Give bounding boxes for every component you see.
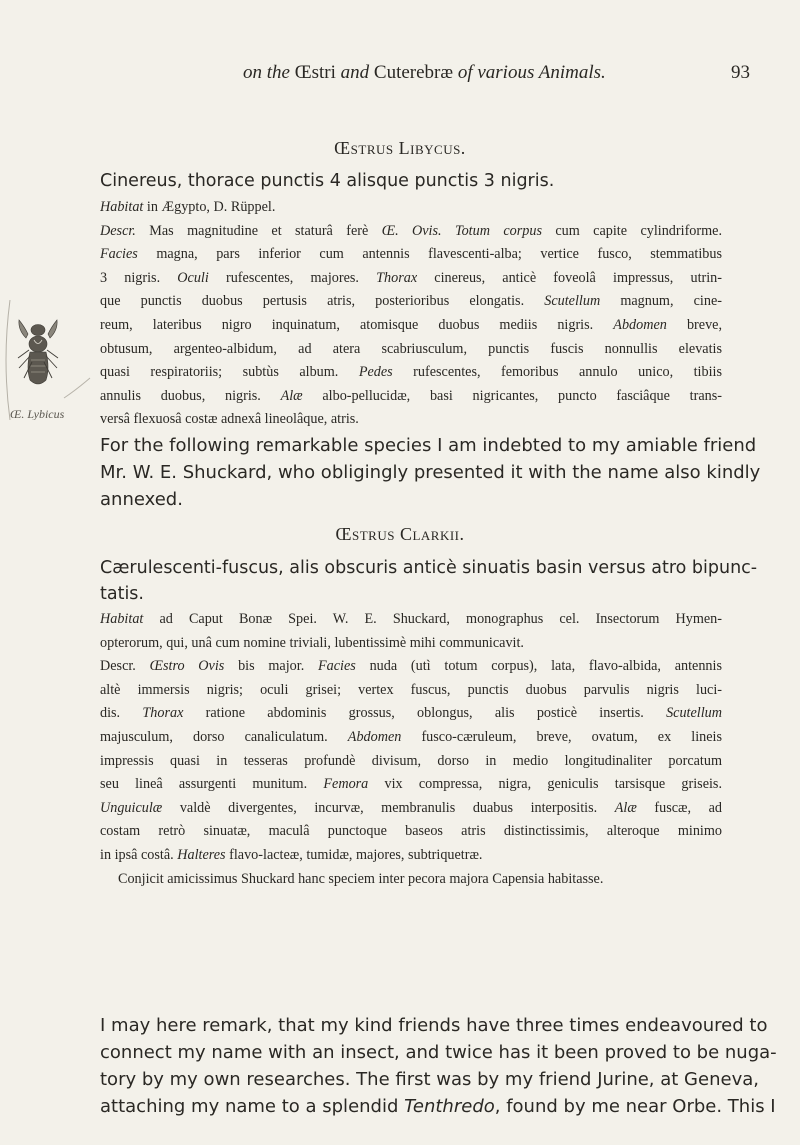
text-line [100, 844, 722, 868]
term: Alæ [280, 387, 303, 404]
term: Unguiculæ [100, 799, 163, 816]
term: Abdomen [613, 316, 667, 333]
title-part: Cuterebræ [373, 62, 454, 83]
term: Scutellum [544, 293, 601, 310]
text-line [100, 196, 722, 220]
text: cinereus, anticè foveolâ impressus, utrin- [417, 269, 722, 286]
text: bis major. [224, 658, 318, 675]
insect-figure [4, 300, 94, 420]
text-line [100, 243, 722, 267]
text: magnum, cine- [600, 293, 722, 310]
text-line [100, 1093, 776, 1120]
term: Pedes [358, 364, 393, 381]
text: que punctis duobus pertusis atris, posterioribus elongatis. [100, 293, 545, 310]
text-line [100, 408, 722, 432]
text: opterorum, qui, unâ cum nomine triviali, lubentissimè mihi communicavit. [100, 634, 524, 651]
text-line [100, 750, 722, 774]
text-line [100, 1012, 768, 1039]
text-line [100, 385, 722, 409]
term: Œ. Ovis. [381, 222, 442, 239]
text: reum, lateribus nigro inquinatum, atomisque duobus mediis nigris. [100, 316, 614, 333]
term: Totum corpus [454, 222, 542, 239]
text-line [100, 220, 722, 244]
page-number: 93 [731, 62, 750, 83]
running-header [0, 62, 800, 92]
text-line [100, 773, 722, 797]
text: Conjicit amicissimus Shuckard hanc speciem inter pecora majora Capensia habitasse. [118, 870, 604, 887]
text: majusculum, dorso canaliculatum. [100, 728, 348, 745]
diagnosis-libycus [100, 168, 722, 194]
text: seu lineâ assurgenti munitum. [100, 776, 324, 793]
description-libycus [100, 196, 722, 432]
diagnosis-line: Cinereus, thorace punctis 4 alisque punctis 3 nigris. [100, 171, 555, 191]
text: versâ flexuosâ costæ adnexâ lineolâque, atris. [100, 411, 359, 428]
term: Thorax [376, 269, 418, 286]
text: fuscæ, ad [636, 799, 722, 816]
text: connect my name with an insect, and twice has it been proved to be nuga- [100, 1042, 777, 1063]
diagnosis-line: tatis. [100, 584, 144, 604]
text: obtusum, argenteo-albidum, ad atera scabriusculum, punctis fuscis nonnullis elevatis [100, 340, 722, 357]
text: magna, pars inferior cum antennis flavescenti-alba; vertice fusco, stemmatibus [137, 246, 722, 263]
text-line [100, 267, 722, 291]
text: breve, [666, 316, 722, 333]
text: quasi respiratoriis; subtùs album. [100, 364, 359, 381]
text [442, 223, 455, 239]
text-line [100, 290, 722, 314]
text-line [100, 797, 722, 821]
text-line [100, 868, 722, 892]
paragraph-closing [100, 1012, 777, 1120]
diagnosis-clarkii [100, 555, 758, 607]
text: 3 nigris. [100, 269, 178, 286]
text: ratione abdominis grossus, oblongus, alis posticè insertis. [183, 705, 667, 722]
text-line [100, 679, 722, 703]
text: cum capite cylindriforme. [541, 222, 722, 239]
insect-illustration-icon [4, 300, 94, 420]
text: dis. [100, 705, 143, 722]
text: in Ægypto, D. Rüppel. [143, 199, 276, 215]
term: Oculi [177, 269, 209, 286]
text-line: For the following remarkable species I am indebted to my amiable friend [100, 435, 757, 456]
text-line [100, 726, 722, 750]
text-line: annexed. [100, 489, 183, 510]
text-line [100, 361, 722, 385]
text: impressis quasi in tesseras profundè divisum, dorso in medio longitudinaliter porcatum [100, 752, 722, 769]
text-line [100, 314, 722, 338]
title-part: Œstri [294, 62, 336, 83]
text: I may here remark, that my kind friends have three times endeavoured to [100, 1015, 768, 1036]
text: Descr. [100, 658, 150, 675]
text: Mas magnitudine et staturâ ferè [135, 222, 382, 239]
species-heading-clarkii: Œstrus Clarkii. [335, 524, 465, 544]
term: Habitat [100, 199, 144, 215]
text: vix compressa, nigra, geniculis tarsisque griseis. [368, 776, 722, 793]
text-line [100, 608, 722, 632]
text-line [100, 632, 722, 656]
term: Habitat [100, 611, 144, 627]
species-heading-libycus: Œstrus Libycus. [334, 138, 466, 158]
text-line [100, 702, 722, 726]
text-line [100, 1066, 759, 1093]
term: Facies [100, 246, 138, 263]
text: nuda (utì totum corpus), lata, flavo-albida, antennis [355, 658, 722, 675]
diagnosis-line: Cærulescenti-fuscus, alis obscuris anticè sinuatis basin versus atro bipunc- [100, 558, 758, 578]
paragraph-transition [100, 432, 761, 513]
description-clarkii [100, 608, 722, 891]
term: Tenthredo [404, 1096, 495, 1117]
text: rufescentes, femoribus annulo unico, tibiis [392, 364, 722, 381]
term: Halteres [177, 846, 226, 863]
title-part: on the [243, 62, 295, 83]
text: ad Caput Bonæ Spei. W. E. Shuckard, monographus cel. Insectorum Hymen- [143, 611, 722, 627]
running-title [243, 62, 606, 84]
text: rufescentes, majores. [208, 269, 377, 286]
text-line [100, 655, 722, 679]
figure-caption: Œ. Lybicus [10, 407, 65, 420]
term: Thorax [142, 705, 184, 722]
text: attaching my name to a splendid [100, 1096, 405, 1117]
title-part: and [335, 62, 374, 83]
term: Facies [318, 658, 356, 675]
term: Descr. [100, 222, 136, 239]
text-line: Mr. W. E. Shuckard, who obligingly presented it with the name also kindly [100, 462, 761, 483]
text: costam retrò sinuatæ, maculâ punctoque baseos atris distinctissimis, alteroque minimo [100, 823, 722, 840]
text-line [100, 338, 722, 362]
text-line [100, 820, 722, 844]
term: Scutellum [666, 705, 722, 722]
term: Abdomen [347, 728, 402, 745]
text: , found by me near Orbe. This I [494, 1096, 776, 1117]
text: altè immersis nigris; oculi grisei; vertex fuscus, punctis duobus parvulis nigris luci- [100, 681, 722, 698]
term: Œstro Ovis [149, 658, 225, 675]
term: Femora [323, 776, 369, 793]
text: fusco-cæruleum, breve, ovatum, ex lineis [401, 728, 722, 745]
text: flavo-lacteæ, tumidæ, majores, subtriquetræ. [225, 846, 483, 863]
text-line [100, 1039, 777, 1066]
title-part: of various Animals. [453, 62, 606, 83]
term: Alæ [614, 799, 637, 816]
text: tory by my own researches. The first was by my friend Jurine, at Geneva, [100, 1069, 759, 1090]
text: albo-pellucidæ, basi nigricantes, puncto fasciâque trans- [302, 387, 722, 404]
text: in ipsâ costâ. [100, 846, 178, 863]
text: annulis duobus, nigris. [100, 387, 281, 404]
text: valdè divergentes, incurvæ, membranulis duabus interpositis. [162, 799, 615, 816]
